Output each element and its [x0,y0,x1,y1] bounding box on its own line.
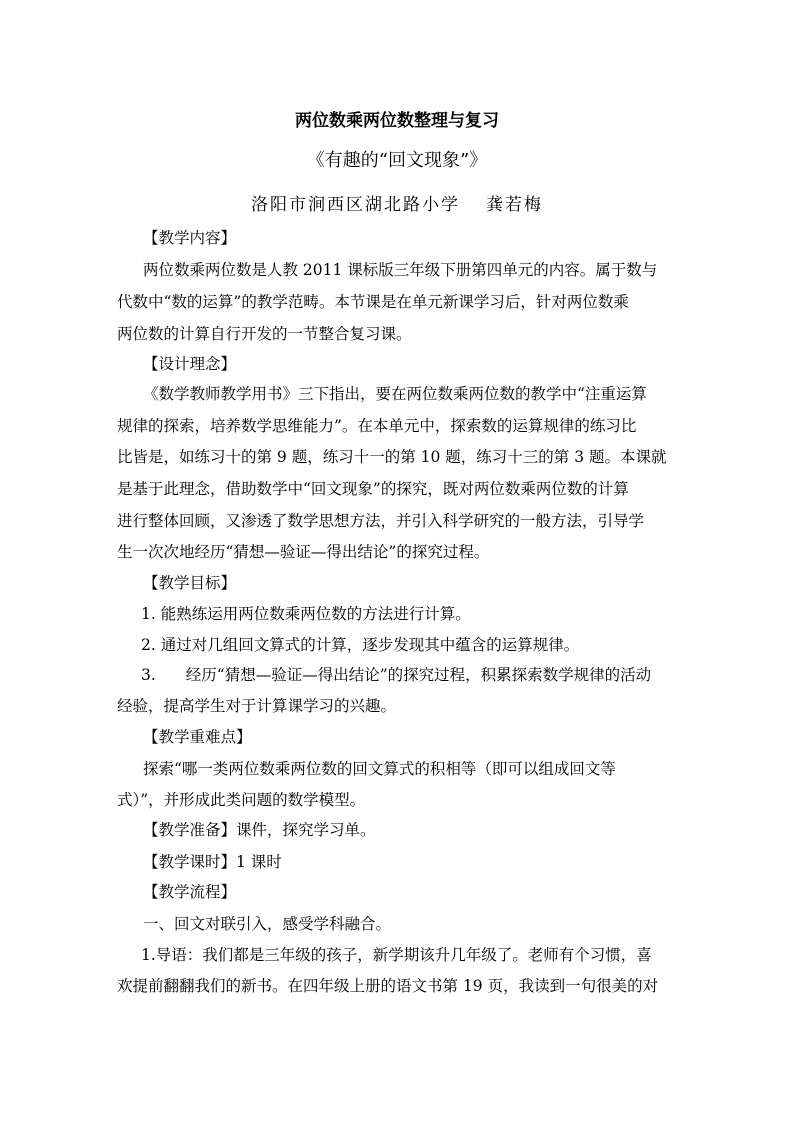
objective-item-3 [141,665,651,685]
design-line: 规律的探索，培养数学思维能力”。在本单元中，探索数的运算规律的练习比 [117,417,637,435]
period-text: 1 课时 [236,853,282,871]
process-intro-line: 欢提前翻翻我们的新书。在四年级上册的语文书第 19 页，我读到一句很美的对 [117,977,659,995]
objective-item-3-text: 经历“猜想—验证—得出结论”的探究过程，积累探索数学规律的活动 [185,666,652,684]
objective-item-2: 2. 通过对几组回文算式的计算，逐步发现其中蕴含的运算规律。 [141,636,580,654]
design-line: 比皆是，如练习十的第 9 题，练习十一的第 10 题，练习十三的第 3 题。本课就 [117,448,667,466]
content-line: 代数中“数的运算”的教学范畴。本节课是在单元新课学习后，针对两位数乘 [117,293,629,311]
content-line: 两位数乘两位数是人教 2011 课标版三年级下册第四单元的内容。属于数与 [143,261,658,279]
document-subtitle: 《有趣的“回文现象”》 [306,150,488,171]
document-title: 两位数乘两位数整理与复习 [295,111,499,131]
process-step-1: 一、回文对联引入，感受学科融合。 [143,915,392,933]
section-heading-preparation: 【教学准备】 [143,821,237,839]
objective-item-3-continued: 经验，提高学生对于计算课学习的兴趣。 [117,697,397,715]
design-line: 进行整体回顾，又渗透了数学思想方法，并引入科学研究的一般方法，引导学 [117,512,645,530]
section-heading-period: 【教学课时】 [143,853,237,871]
content-line: 两位数的计算自行开发的一节整合复习课。 [117,325,412,343]
objective-item-3-number: 3. [141,666,156,684]
section-heading-difficulty: 【教学重难点】 [143,728,252,746]
section-heading-objectives: 【教学目标】 [143,574,237,592]
difficulty-line: 探索“哪一类两位数乘两位数的回文算式的积相等（即可以组成回文等 [143,760,616,778]
process-intro-line: 1.导语：我们都是三年级的孩子，新学期该升几年级了。老师有个习惯，喜 [141,946,652,964]
section-heading-design: 【设计理念】 [143,355,237,373]
section-heading-content: 【教学内容】 [143,229,237,247]
design-line: 《数学教师教学用书》三下指出，要在两位数乘两位数的教学中“注重运算 [143,385,647,403]
section-heading-process: 【教学流程】 [143,883,237,901]
preparation-text: 课件，探究学习单。 [236,821,376,839]
objective-item-1: 1. 能熟练运用两位数乘两位数的方法进行计算。 [141,605,471,623]
design-line: 生一次次地经历“猜想—验证—得出结论”的探究过程。 [117,543,490,561]
period-row [143,852,282,872]
design-line: 是基于此理念，借助数学中“回文现象”的探究，既对两位数乘两位数的计算 [117,480,629,498]
school-name: 洛阳市涧西区湖北路小学 [251,195,460,215]
preparation-row [143,820,376,840]
difficulty-line: 式）”，并形成此类问题的数学模型。 [117,791,366,809]
author-name: 龚若梅 [486,195,543,215]
author-line [0,190,794,215]
